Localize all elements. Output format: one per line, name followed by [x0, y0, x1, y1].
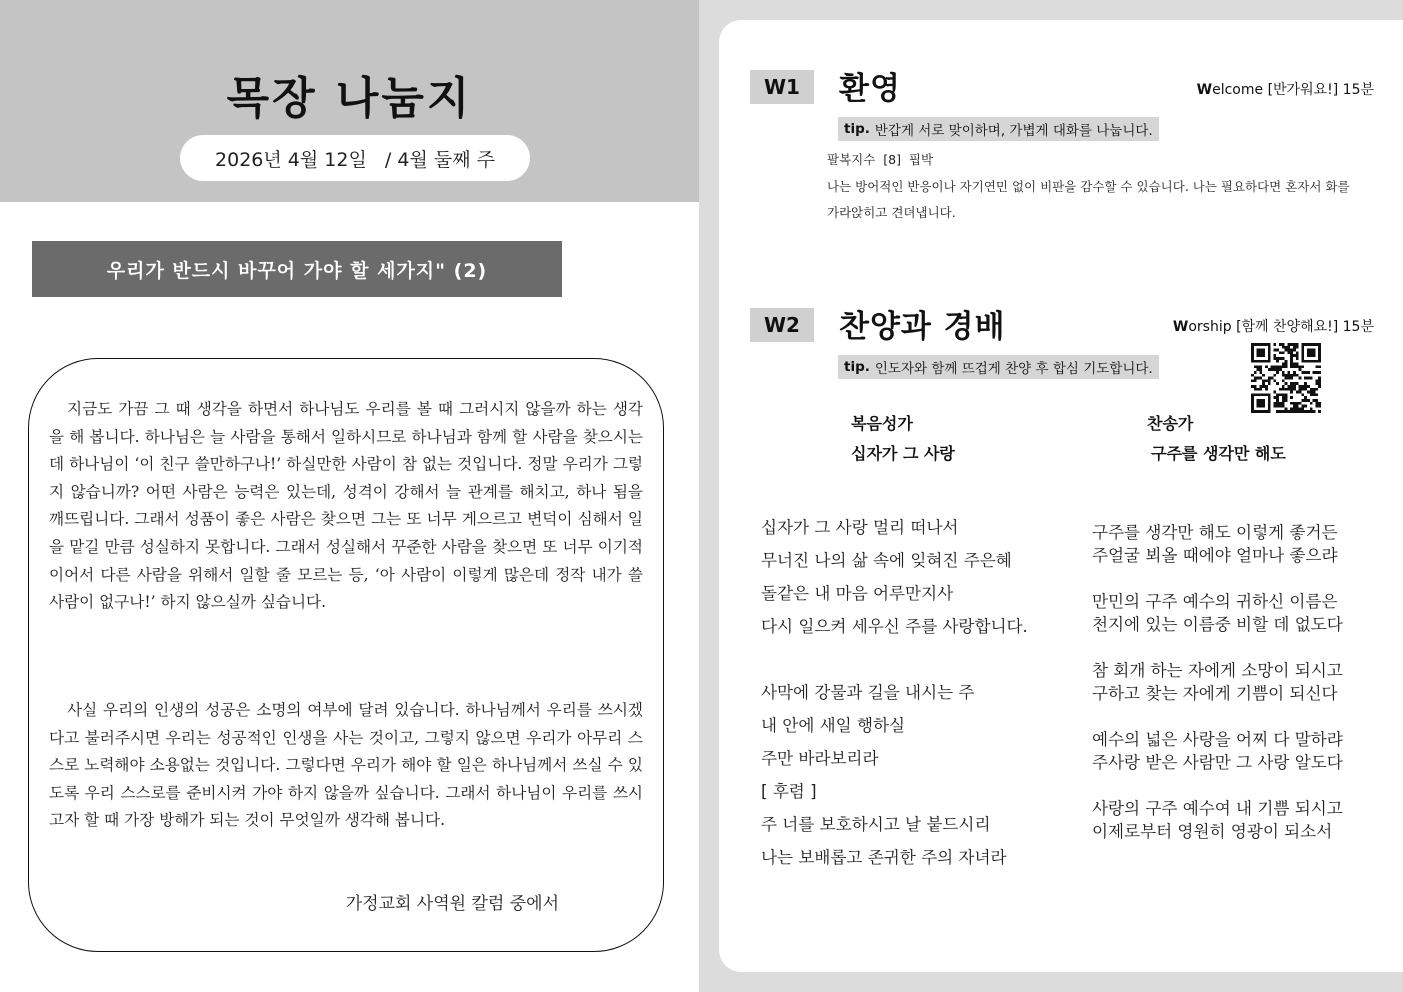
song1-lyric-line: 무너진 나의 삶 속에 잊혀진 주은혜 — [761, 551, 1012, 570]
song2-title: 구주를 생각만 해도 — [1151, 444, 1286, 463]
song2-lyric-line: 이제로부터 영원히 영광이 되소서 — [1092, 822, 1333, 841]
section-meta-welcome — [1197, 79, 1374, 99]
song2-lyric-line: 참 회개 하는 자에게 소망이 되시고 — [1092, 661, 1343, 680]
song2-lyric-line: 예수의 넓은 사랑을 어찌 다 말하랴 — [1092, 730, 1343, 749]
song1-lyric-line: 나는 보배롭고 존귀한 주의 자녀라 — [761, 848, 1007, 867]
column-box — [28, 358, 664, 952]
section-meta-worship — [1173, 316, 1374, 336]
column-paragraph-1: 지금도 가끔 그 때 생각을 하면서 하나님도 우리를 볼 때 그러시지 않을까 하는 생각을 해 봅니다. 하나님은 늘 사람을 통해서 일하시므로 하나님과 함께 할 사람을 찾으시는데 하나님이 ‘이 친구 쓸만하구나!’ 하실만한 사람이 참 없는 것입니다. 정말 우리가 그렇지 않습니까? 어떤 사람은 능력은 있는데, 성격이 강해서 늘 관계를 해치고, 하나 됨을 깨뜨립니다. 그래서 성품이 좋은 사람은 찾으면 그는 또 너무 게으르고 변덕이 심해서 일을 맡길 만큼 성실하지 못합니다. 그래서 성실해서 꾸준한 사람을 찾으면 또 너무 이기적이어서 다른 사람을 위해서 일할 줄 모르는 등, ‘아 사람이 이렇게 많은데 정작 내가 쓸 사람이 없구나!’ 하지 않으실까 싶습니다. — [49, 400, 643, 612]
tip-welcome — [838, 117, 1159, 141]
song2-lyric-line: 주사랑 받은 사람만 그 사랑 알도다 — [1092, 753, 1343, 772]
song2-lyric-line: 구주를 생각만 해도 이렇게 좋거든 — [1092, 523, 1338, 542]
column-source: 가정교회 사역원 칼럼 중에서 — [345, 894, 559, 914]
song2-lyric-line: 천지에 있는 이름중 비할 데 없도다 — [1092, 615, 1343, 634]
section-badge-w2: W2 — [750, 308, 814, 342]
header-band — [0, 0, 699, 202]
section-title-welcome: 환영 — [839, 71, 901, 107]
left-page — [0, 0, 699, 992]
beatitude-reference: 팔복지수 [8] 핍박 — [827, 152, 934, 167]
section-title-worship: 찬양과 경배 — [839, 309, 1006, 345]
song2-lyric-line: 구하고 찾는 자에게 기쁨이 되신다 — [1092, 684, 1338, 703]
song2-category: 찬송가 — [1147, 414, 1194, 433]
song1-lyric-line: 주 너를 보호하시고 날 붙드시리 — [761, 815, 991, 834]
song1-category: 복음성가 — [851, 414, 913, 433]
tip-text: 반갑게 서로 맞이하며, 가볍게 대화를 나눕니다. — [874, 123, 1153, 139]
song1-title: 십자가 그 사랑 — [851, 444, 955, 463]
song1-lyric-line: 주만 바라보리라 — [761, 749, 879, 768]
tip-text: 인도자와 함께 뜨겁게 찬양 후 합심 기도합니다. — [874, 361, 1153, 377]
meta-text: orship [함께 찬양해요!] 15분 — [1188, 319, 1374, 335]
qr-code-icon[interactable] — [1251, 343, 1321, 413]
date-pill: 2026년 4월 12일 / 4월 둘째 주 — [180, 135, 530, 181]
meta-lead: W — [1172, 319, 1189, 335]
column-title: 우리가 반드시 바꾸어 가야 할 세가지" (2) — [32, 241, 562, 297]
song1-lyric-line: 십자가 그 사랑 멀리 떠나서 — [761, 518, 959, 537]
right-page — [719, 20, 1403, 972]
tip-worship — [838, 355, 1159, 379]
meta-text: elcome [반가워요!] 15분 — [1212, 82, 1374, 98]
song2-lyric-line: 사랑의 구주 예수여 내 기쁨 되시고 — [1092, 799, 1343, 818]
song1-lyric-line: 사막에 강물과 길을 내시는 주 — [761, 683, 975, 702]
song1-lyric-line: 내 안에 새일 행하실 — [761, 716, 906, 735]
song1-lyric-line: 다시 일으켜 세우신 주를 사랑합니다. — [761, 617, 1028, 636]
song1-lyric-line: 돌같은 내 마음 어루만지사 — [761, 584, 954, 603]
beatitude-text: 나는 방어적인 반응이나 자기연민 없이 비판을 감수할 수 있습니다. 나는 필요하다면 혼자서 화를 가라앉히고 견뎌냅니다. — [827, 179, 1350, 220]
column-paragraph-2: 사실 우리의 인생의 성공은 소명의 여부에 달려 있습니다. 하나님께서 우리를 쓰시겠다고 불러주시면 우리는 성공적인 인생을 사는 것이고, 그렇지 않으면 우리가 아무리 스스로 노력해야 소용없는 것입니다. 그렇다면 우리가 해야 할 일은 하나님께서 쓰실 수 있도록 우리 스스로를 준비시켜 가야 하지 않을까 싶습니다. 그래서 하나님이 우리를 쓰시고자 할 때 가장 방해가 되는 것이 무엇일까 생각해 봅니다. — [49, 701, 643, 830]
tip-label: tip. — [844, 121, 870, 137]
tip-label: tip. — [844, 359, 870, 375]
song2-lyric-line: 만민의 구주 예수의 귀하신 이름은 — [1092, 592, 1338, 611]
song1-lyric-line: [ 후렴 ] — [761, 782, 817, 801]
song2-lyric-line: 주얼굴 뵈올 때에야 얼마나 좋으랴 — [1092, 546, 1338, 565]
section-badge-w1: W1 — [750, 70, 814, 104]
meta-lead: W — [1196, 82, 1213, 98]
page-title: 목장 나눔지 — [226, 73, 473, 124]
